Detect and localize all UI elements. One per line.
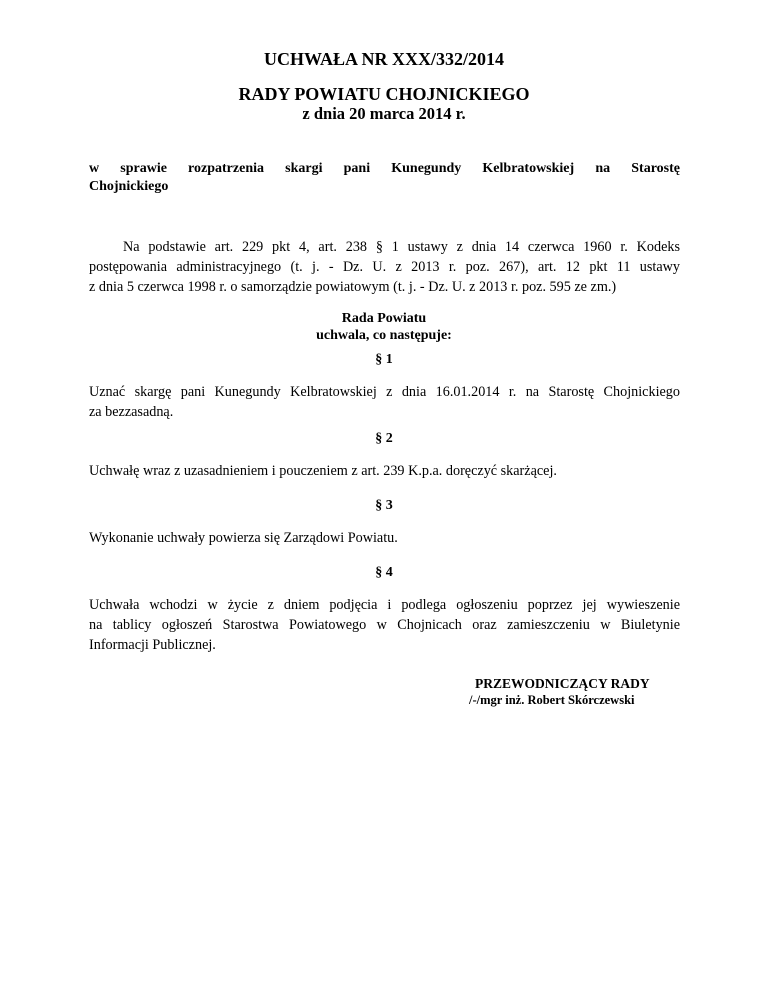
subject-line-1: w sprawie rozpatrzenia skargi pani Kunegundy Kelbratowskiej na Starostę [89,161,680,176]
legal-basis [89,237,680,297]
section-4-line-2: na tablicy ogłoszeń Starostwa Powiatowego w Chojnicach oraz zamieszczeniu w Biuletynie [89,617,680,633]
resolution-subject [89,160,680,196]
section-2-number: § 2 [375,431,393,446]
resolves-heading: uchwala, co następuje: [316,328,452,343]
section-4-text [89,595,680,655]
legal-basis-line-1: Na podstawie art. 229 pkt 4, art. 238 § 1 ustawy z dnia 14 czerwca 1960 r. Kodeks [123,239,680,255]
section-4-line-1: Uchwała wchodzi w życie z dniem podjęcia i podlega ogłoszeniu poprzez jej wywieszenie [89,597,680,613]
section-3-number: § 3 [375,498,393,513]
resolution-title: UCHWAŁA NR XXX/332/2014 [263,49,504,69]
legal-basis-line-2: postępowania administracyjnego (t. j. - Dz. U. z 2013 r. poz. 267), art. 12 pkt 11 ustawy [89,259,680,275]
section-4-line-3: Informacji Publicznej. [89,637,216,653]
issuing-body: RADY POWIATU CHOJNICKIEGO [238,84,530,104]
legal-basis-line-3: z dnia 5 czerwca 1998 r. o samorządzie powiatowym (t. j. - Dz. U. z 2013 r. poz. 595 ze zm.) [89,279,617,295]
signatory-name: /-/mgr inż. Robert Skórczewski [469,693,635,707]
section-1-text [89,382,680,422]
section-2-line-1: Uchwałę wraz z uzasadnieniem i pouczeniem z art. 239 K.p.a. doręczyć skarżącej. [89,463,557,479]
section-4-number: § 4 [375,565,393,580]
signatory-role: PRZEWODNICZĄCY RADY [475,676,650,691]
section-3-text [89,528,680,548]
subject-line-2: Chojnickiego [89,179,169,194]
section-1-line-1: Uznać skargę pani Kunegundy Kelbratowskiej z dnia 16.01.2014 r. na Starostę Chojnickiego [89,384,680,400]
section-3-line-1: Wykonanie uchwały powierza się Zarządowi Powiatu. [89,530,398,546]
section-1-number: § 1 [375,352,393,367]
section-1-line-2: za bezzasadną. [89,404,174,420]
resolution-date: z dnia 20 marca 2014 r. [302,104,466,123]
section-2-text [89,461,680,481]
council-heading: Rada Powiatu [341,311,427,326]
